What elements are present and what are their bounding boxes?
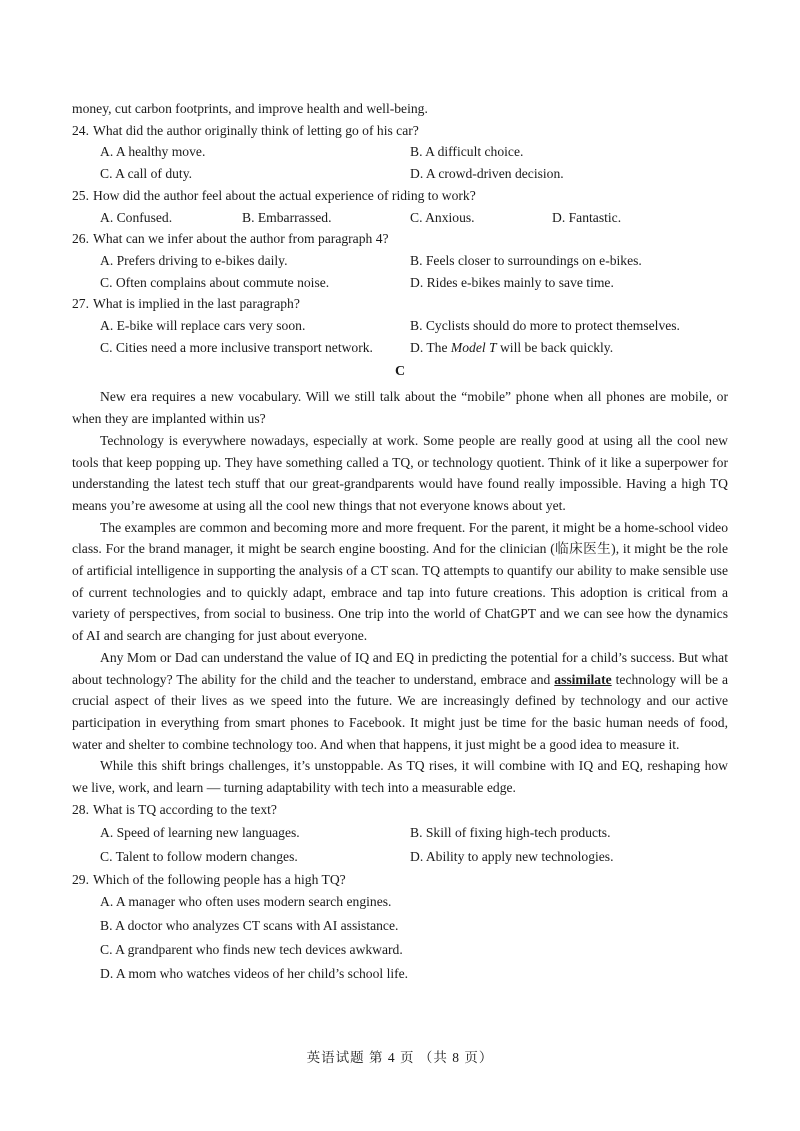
key-word: assimilate xyxy=(554,671,612,687)
question-stem: 24. What did the author originally think of letting go of his car? xyxy=(72,122,419,138)
passage-paragraph-1: New era requires a new vocabulary. Will we still talk about the “mobile” phone when all phones are mobile, or when they are implanted within us? xyxy=(72,389,728,427)
options xyxy=(72,207,728,229)
option-b: B. A doctor who analyzes CT scans with AI assistance. xyxy=(100,918,399,934)
passage-paragraph-2: Technology is everywhere nowadays, especially at work. Some people are really good at using all the cool new tools that keep popping up. They have something called a TQ, or technology quotient. Think of it like a superpower for understanding the latest tech stuff that our great-grandparents would have found really impossible. Having a high TQ means you’re awesome at using all the cool new things that not everyone knows about yet. xyxy=(72,432,728,513)
option-b: B. Skill of fixing high-tech products. xyxy=(410,824,611,840)
options xyxy=(72,141,728,184)
option-d: D. The Model T will be back quickly. xyxy=(410,339,614,355)
option-b: B. A difficult choice. xyxy=(410,144,524,160)
option-d: D. Fantastic. xyxy=(552,209,622,225)
option-d: D. A mom who watches videos of her child’s school life. xyxy=(100,966,409,982)
option-d: D. Ability to apply new technologies. xyxy=(410,848,614,864)
question-27 xyxy=(72,293,728,358)
options xyxy=(72,821,728,869)
options xyxy=(72,250,728,293)
question-28 xyxy=(72,799,728,869)
option-c: C. Often complains about commute noise. xyxy=(100,274,330,290)
option-b: B. Embarrassed. xyxy=(242,209,332,225)
question-29 xyxy=(72,869,728,987)
passage-paragraph-5: While this shift brings challenges, it’s unstoppable. As TQ rises, it will combine with IQ and EQ, reshaping how we live, work, and learn — turning adaptability with tech into a measurable edge. xyxy=(72,758,728,796)
question-26 xyxy=(72,228,728,293)
option-a: A. A manager who often uses modern search engines. xyxy=(100,894,392,910)
option-b: B. Cyclists should do more to protect themselves. xyxy=(410,318,680,334)
option-c: C. Anxious. xyxy=(410,209,475,225)
options xyxy=(72,890,728,986)
option-c: C. A call of duty. xyxy=(100,166,193,182)
option-c: C. A grandparent who finds new tech devices awkward. xyxy=(100,942,403,958)
option-b: B. Feels closer to surroundings on e-bikes. xyxy=(410,252,642,268)
question-stem: 27. What is implied in the last paragraph? xyxy=(72,296,300,312)
question-24 xyxy=(72,120,728,185)
option-a: A. Prefers driving to e-bikes daily. xyxy=(100,252,288,268)
options xyxy=(72,315,728,358)
option-a: A. Speed of learning new languages. xyxy=(100,824,300,840)
reading-passage xyxy=(72,386,728,798)
question-stem: 26. What can we infer about the author from paragraph 4? xyxy=(72,231,389,247)
option-c: C. Cities need a more inclusive transport network. xyxy=(100,339,373,355)
passage-continuation: money, cut carbon footprints, and improve health and well-being. xyxy=(72,101,428,116)
option-c: C. Talent to follow modern changes. xyxy=(100,848,298,864)
passage-paragraph-4: Any Mom or Dad can understand the value of IQ and EQ in predicting the potential for a child’s success. But what about technology? The ability for the child and the teacher to understand, embrace and assimilate technology will be a crucial aspect of their lives as we speed into the future. We are increasingly defined by technology and our active participation in everything from smart phones to Facebook. It might just be time for the basic human needs of food, water and shelter to combine technology too. And when that happens, it just might be a good idea to measure it. xyxy=(72,649,728,752)
page-footer: 英语试题 第 4 页 （共 8 页） xyxy=(306,1050,494,1065)
question-stem: 25. How did the author feel about the actual experience of riding to work? xyxy=(72,187,476,203)
passage-paragraph-3: The examples are common and becoming more and more frequent. For the parent, it might be a home-school video class. For the brand manager, it might be search engine boosting. And for the clinician (临床医生), it might be the role of artificial intelligence in supporting the analysis of a CT scan. TQ attempts to quantify our ability to make sensible use of current technologies and to quickly adapt, embrace and tap into future creations. This adoption is critical from a variety of perspectives, from social to business. One trip into the world of ChatGPT and we can see how the dynamics of AI and search are changing for just about everyone. xyxy=(72,519,728,644)
section-label: C xyxy=(394,364,406,380)
question-stem: 29. Which of the following people has a high TQ? xyxy=(72,871,346,887)
option-d: D. A crowd-driven decision. xyxy=(410,166,564,182)
exam-page xyxy=(72,98,728,986)
option-d: D. Rides e-bikes mainly to save time. xyxy=(410,274,614,290)
question-25 xyxy=(72,185,728,228)
question-stem: 28. What is TQ according to the text? xyxy=(72,801,277,817)
option-a: A. E-bike will replace cars very soon. xyxy=(100,318,306,334)
option-a: A. A healthy move. xyxy=(100,144,206,160)
option-a: A. Confused. xyxy=(100,209,173,225)
